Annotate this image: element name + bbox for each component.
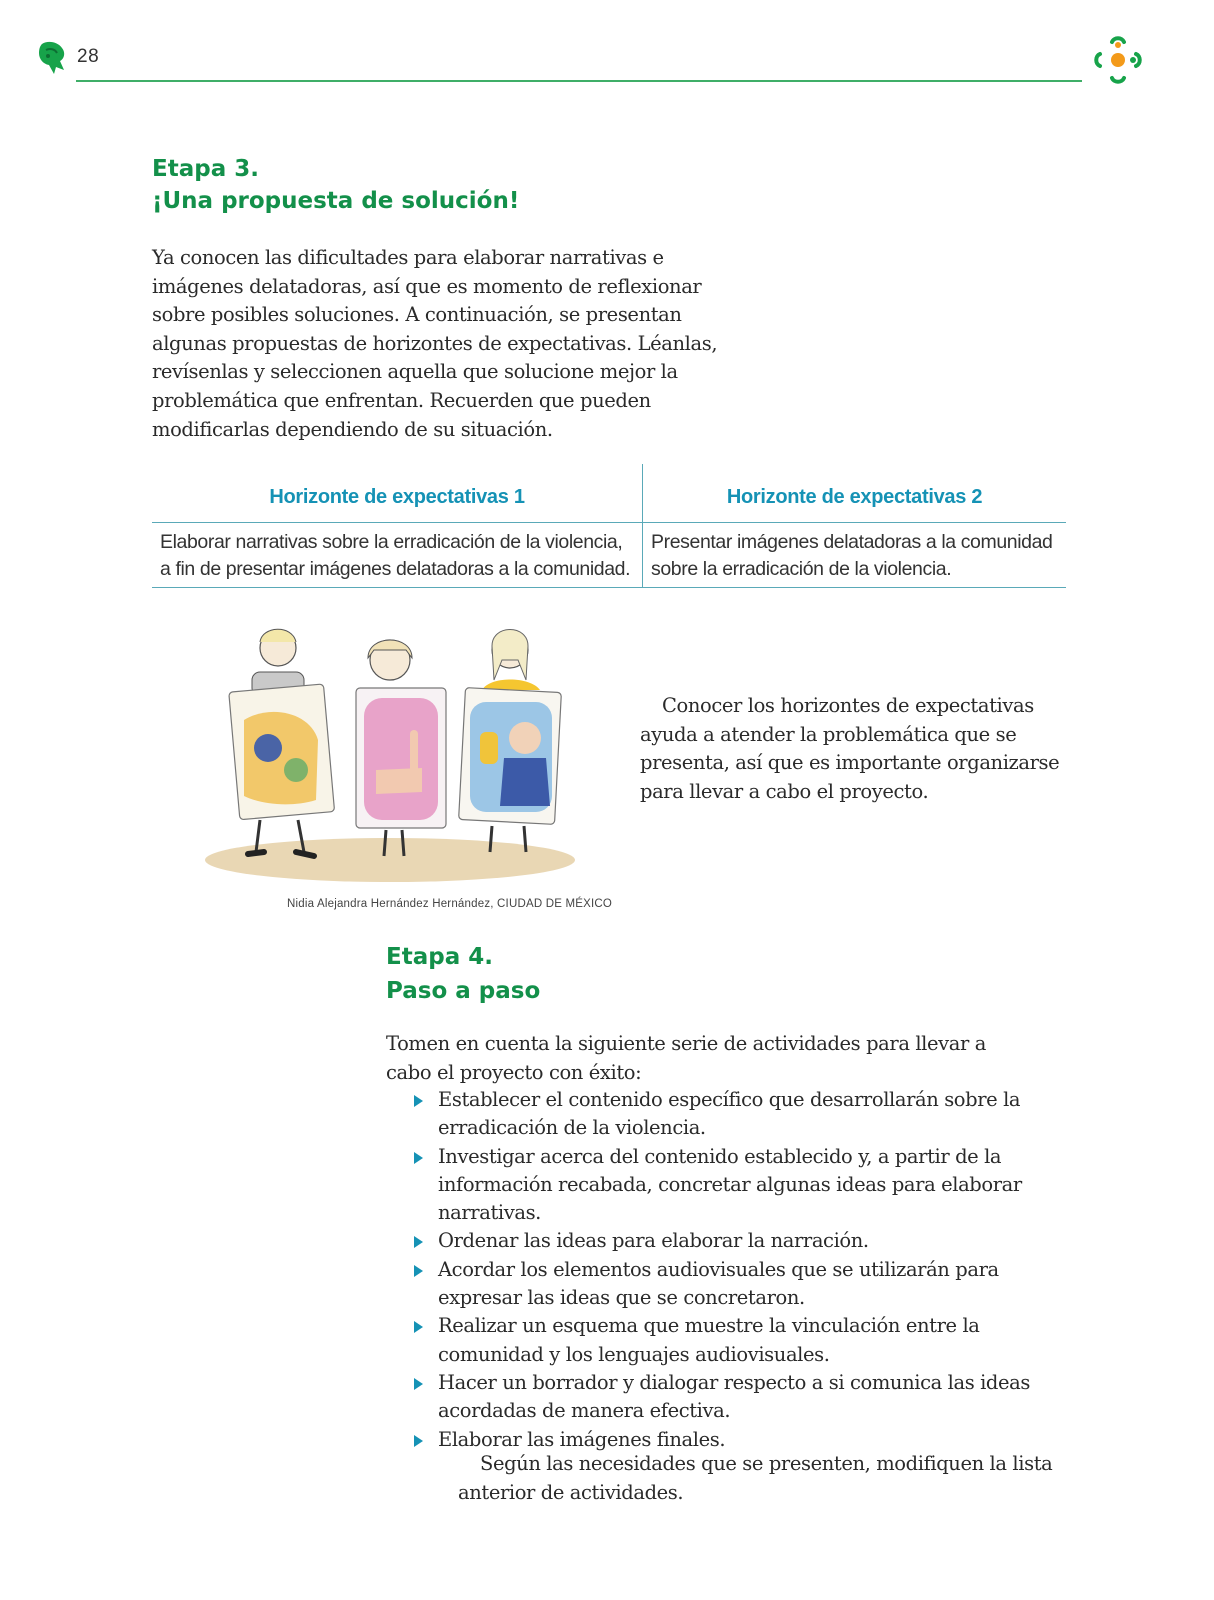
table-row: [152, 523, 1066, 588]
stage4-subtitle: Paso a paso: [386, 978, 541, 1004]
community-logo-icon: [1092, 34, 1144, 86]
list-item: Elaborar las imágenes finales.: [410, 1426, 1070, 1454]
page-number: 28: [77, 46, 100, 67]
activity-list: [410, 1086, 1070, 1454]
stage3-paragraph: Ya conocen las dificultades para elaborar narrativas e imágenes delatadoras, así que es momento de reflexionar sobre posibles soluciones. A continuación, se presentan algunas propuestas de horizontes de expectativas. Léanlas, revísenlas y seleccionen aquella que solucione mejor la problemática que enfrentan. Recuerden que pueden modificarlas dependiendo de su situación.: [152, 246, 718, 441]
illustration-credit: Nidia Alejandra Hernández Hernández, CIUDAD DE MÉXICO: [287, 898, 613, 910]
book-logo-icon: [36, 40, 70, 76]
header-rule: [76, 80, 1082, 82]
side-note: Conocer los horizontes de expectativas ayuda a atender la problemática que se presenta, así que es importante organizarse para llevar a cabo el proyecto.: [640, 694, 1060, 803]
triangle-bullet-icon: [414, 1321, 423, 1333]
closing-paragraph: Según las necesidades que se presenten, modifiquen la lista anterior de actividades.: [458, 1452, 1053, 1504]
illustration-three-people-with-posters: [200, 620, 580, 890]
triangle-bullet-icon: [414, 1378, 423, 1390]
list-item: Hacer un borrador y dialogar respecto a si comunica las ideas acordadas de manera efectiva.: [410, 1369, 1070, 1426]
table-cell-2: Presentar imágenes delatadoras a la comunidad sobre la erradicación de la violencia.: [642, 523, 1066, 587]
table-header-2: Horizonte de expectativas 2: [642, 464, 1066, 522]
stage4-intro: Tomen en cuenta la siguiente serie de actividades para llevar a cabo el proyecto con éxito:: [386, 1032, 986, 1084]
triangle-bullet-icon: [414, 1435, 423, 1447]
stage4-title: Etapa 4.: [386, 944, 493, 970]
expectations-table: [152, 472, 1066, 588]
list-item: Acordar los elementos audiovisuales que se utilizarán para expresar las ideas que se concretaron.: [410, 1256, 1070, 1313]
list-item: Investigar acerca del contenido establecido y, a partir de la información recabada, concretar algunas ideas para elaborar narrativas.: [410, 1143, 1070, 1228]
table-header-row: [152, 472, 1066, 523]
stage3-title: Etapa 3.: [152, 156, 259, 182]
triangle-bullet-icon: [414, 1095, 423, 1107]
triangle-bullet-icon: [414, 1265, 423, 1277]
list-item: Realizar un esquema que muestre la vinculación entre la comunidad y los lenguajes audiovisuales.: [410, 1312, 1070, 1369]
table-cell-1: Elaborar narrativas sobre la erradicación de la violencia, a fin de presentar imágenes delatadoras a la comunidad.: [160, 531, 631, 580]
list-item: Establecer el contenido específico que desarrollarán sobre la erradicación de la violencia.: [410, 1086, 1070, 1143]
triangle-bullet-icon: [414, 1236, 423, 1248]
stage3-subtitle: ¡Una propuesta de solución!: [152, 188, 520, 214]
list-item: Ordenar las ideas para elaborar la narración.: [410, 1227, 1070, 1255]
triangle-bullet-icon: [414, 1152, 423, 1164]
table-header-1: Horizonte de expectativas 1: [269, 485, 525, 508]
